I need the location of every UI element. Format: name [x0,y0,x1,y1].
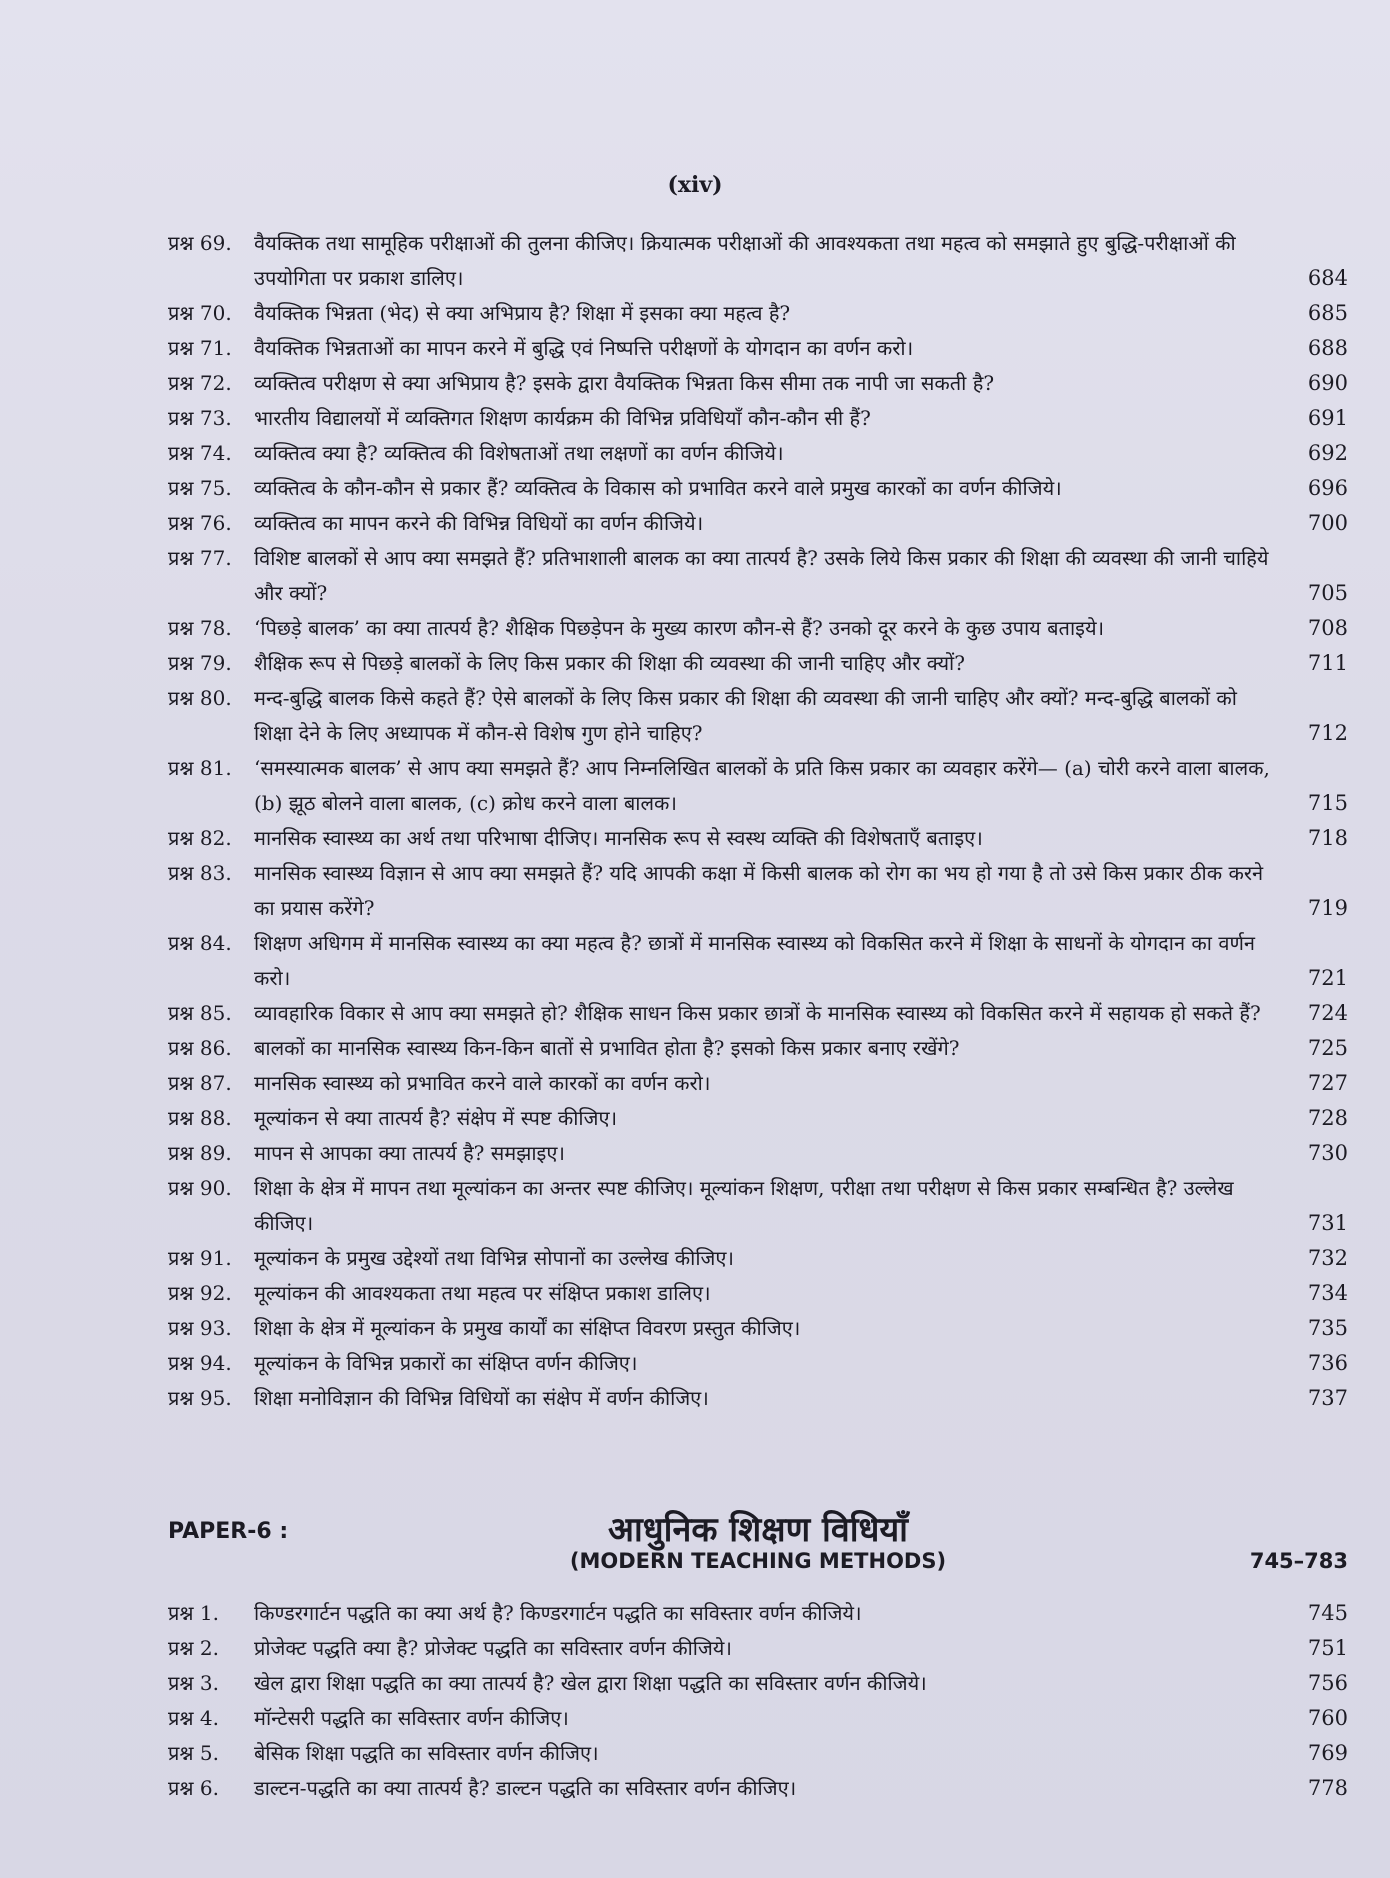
list-item [168,471,1348,506]
question-label: प्रश्न 77. [168,546,232,570]
question-label: प्रश्न 85. [168,1001,232,1025]
contents-list [168,226,1348,1416]
list-item [168,1136,1348,1171]
list-item [168,226,1348,296]
question-text: बालकों का मानसिक स्वास्थ्य किन-किन बातों से प्रभावित होता है? इसको किस प्रकार बनाए रखेंगे? [254,1036,960,1060]
question-label: प्रश्न 71. [168,336,232,360]
question-label: प्रश्न 1. [168,1601,219,1625]
question-label: प्रश्न 5. [168,1741,219,1765]
page-ref: 719 [1307,896,1348,920]
paper-subtitle: (MODERN TEACHING METHODS) [569,1549,947,1573]
question-text: विशिष्ट बालकों से आप क्या समझते हैं? प्रतिभाशाली बालक का क्या तात्पर्य है? उसके लिये किस प्रकार की शिक्षा की व्यवस्था की जानी चाहिये और क्यों? [254,546,1269,605]
page-ref: 715 [1307,791,1348,815]
question-text: शिक्षा के क्षेत्र में मापन तथा मूल्यांकन का अन्तर स्पष्ट कीजिए। मूल्यांकन शिक्षण, परीक्षा तथा परीक्षण से किस प्रकार सम्बन्धित है? उल्लेख कीजिए। [254,1176,1234,1235]
page-ref: 705 [1307,581,1348,605]
list-item [168,401,1348,436]
question-text: मानसिक स्वास्थ्य का अर्थ तथा परिभाषा दीजिए। मानसिक रूप से स्वस्थ व्यक्ति की विशेषताएँ बताइए। [254,826,983,850]
question-label: प्रश्न 94. [168,1351,232,1375]
page-ref: 712 [1307,721,1348,745]
paper-contents-list [168,1596,1348,1806]
page-ref: 688 [1307,336,1348,360]
question-label: प्रश्न 91. [168,1246,232,1270]
question-label: प्रश्न 2. [168,1636,219,1660]
question-text: किण्डरगार्टन पद्धति का क्या अर्थ है? किण्डरगार्टन पद्धति का सविस्तार वर्णन कीजिये। [254,1601,862,1625]
page-ref: 725 [1307,1036,1348,1060]
list-item [168,1701,1348,1736]
list-item [168,1771,1348,1806]
question-label: प्रश्न 88. [168,1106,232,1130]
question-text: मूल्यांकन के प्रमुख उद्देश्यों तथा विभिन्न सोपानों का उल्लेख कीजिए। [254,1246,734,1270]
question-text: बेसिक शिक्षा पद्धति का सविस्तार वर्णन कीजिए। [254,1741,599,1765]
page-ref: 718 [1307,826,1348,850]
question-label: प्रश्न 75. [168,476,232,500]
page-ref: 692 [1307,441,1348,465]
question-text: मापन से आपका क्या तात्पर्य है? समझाइए। [254,1141,566,1165]
question-label: प्रश्न 89. [168,1141,232,1165]
page-ref: 721 [1307,966,1348,990]
question-label: प्रश्न 83. [168,861,232,885]
question-text: मानसिक स्वास्थ्य को प्रभावित करने वाले कारकों का वर्णन करो। [254,1071,711,1095]
page-ref: 737 [1307,1386,1348,1410]
paper-page-range: 745–783 [1249,1549,1348,1573]
list-item [168,751,1348,821]
question-label: प्रश्न 73. [168,406,232,430]
question-text: वैयक्तिक तथा सामूहिक परीक्षाओं की तुलना कीजिए। क्रियात्मक परीक्षाओं की आवश्यकता तथा महत्व को समझाते हुए बुद्धि-परीक्षाओं की उपयोगिता पर प्रकाश डालिए। [254,231,1236,290]
page-ref: 734 [1307,1281,1348,1305]
list-item [168,366,1348,401]
page-ref: 724 [1307,1001,1348,1025]
page-ref: 685 [1307,301,1348,325]
page-ref: 700 [1307,511,1348,535]
list-item [168,1066,1348,1101]
page-ref: 691 [1307,406,1348,430]
page-ref: 684 [1307,266,1348,290]
question-label: प्रश्न 4. [168,1706,219,1730]
page-ref: 756 [1307,1671,1348,1695]
page-ref: 778 [1307,1776,1348,1800]
question-text: वैयक्तिक भिन्नता (भेद) से क्या अभिप्राय है? शिक्षा में इसका क्या महत्व है? [254,301,791,325]
question-text: व्यक्तित्व क्या है? व्यक्तित्व की विशेषताओं तथा लक्षणों का वर्णन कीजिये। [254,441,784,465]
page-ref: 690 [1307,371,1348,395]
list-item [168,646,1348,681]
question-label: प्रश्न 86. [168,1036,232,1060]
question-label: प्रश्न 79. [168,651,232,675]
list-item [168,1241,1348,1276]
question-text: व्यक्तित्व परीक्षण से क्या अभिप्राय है? इसके द्वारा वैयक्तिक भिन्नता किस सीमा तक नापी जा सकती है? [254,371,995,395]
page-ref: 769 [1307,1741,1348,1765]
page-ref: 708 [1307,616,1348,640]
list-item [168,1666,1348,1701]
question-text: ‘समस्यात्मक बालक’ से आप क्या समझते हैं? आप निम्नलिखित बालकों के प्रति किस प्रकार का व्यवहार करेंगे— (a) चोरी करने वाला बालक, (b) झूठ बोलने वाला बालक, (c) क्रोध करने वाला बालक। [254,756,1270,815]
paper-label: PAPER-6 : [168,1519,289,1544]
page-ref: 711 [1307,651,1348,675]
question-label: प्रश्न 6. [168,1776,219,1800]
list-item [168,1031,1348,1066]
question-text: वैयक्तिक भिन्नताओं का मापन करने में बुद्धि एवं निष्पत्ति परीक्षणों के योगदान का वर्णन करो। [254,336,914,360]
list-item [168,541,1348,611]
list-item [168,1171,1348,1241]
question-label: प्रश्न 93. [168,1316,232,1340]
list-item [168,1596,1348,1631]
list-item [168,1346,1348,1381]
question-text: प्रोजेक्ट पद्धति क्या है? प्रोजेक्ट पद्धति का सविस्तार वर्णन कीजिये। [254,1636,732,1660]
question-label: प्रश्न 82. [168,826,232,850]
list-item [168,436,1348,471]
list-item [168,1311,1348,1346]
page-number: (xiv) [667,172,723,198]
question-label: प्रश्न 74. [168,441,232,465]
question-text: व्यक्तित्व का मापन करने की विभिन्न विधियों का वर्णन कीजिये। [254,511,704,535]
page-ref: 727 [1307,1071,1348,1095]
question-label: प्रश्न 84. [168,931,232,955]
question-text: शिक्षण अधिगम में मानसिक स्वास्थ्य का क्या महत्व है? छात्रों में मानसिक स्वास्थ्य को विकसित करने में शिक्षा के साधनों के योगदान का वर्णन करो। [254,931,1256,990]
question-text: व्यावहारिक विकार से आप क्या समझते हो? शैक्षिक साधन किस प्रकार छात्रों के मानसिक स्वास्थ्य को विकसित करने में सहायक हो सकते हैं? [254,1001,1261,1025]
question-label: प्रश्न 78. [168,616,232,640]
page-ref: 732 [1307,1246,1348,1270]
page-ref: 735 [1307,1316,1348,1340]
list-item [168,331,1348,366]
question-text: मूल्यांकन की आवश्यकता तथा महत्व पर संक्षिप्त प्रकाश डालिए। [254,1281,711,1305]
page-ref: 745 [1307,1601,1348,1625]
list-item [168,681,1348,751]
paper-section-heading [168,1505,1348,1585]
question-label: प्रश्न 70. [168,301,232,325]
question-label: प्रश्न 90. [168,1176,232,1200]
question-text: भारतीय विद्यालयों में व्यक्तिगत शिक्षण कार्यक्रम की विभिन्न प्रविधियाँ कौन-कौन सी हैं? [254,406,871,430]
question-text: मॉन्टेसरी पद्धति का सविस्तार वर्णन कीजिए। [254,1706,569,1730]
question-text: शैक्षिक रूप से पिछड़े बालकों के लिए किस प्रकार की शिक्षा की व्यवस्था की जानी चाहिए और क्यों? [254,651,965,675]
list-item [168,996,1348,1031]
list-item [168,611,1348,646]
question-text: शिक्षा मनोविज्ञान की विभिन्न विधियों का संक्षेप में वर्णन कीजिए। [254,1386,709,1410]
question-text: मानसिक स्वास्थ्य विज्ञान से आप क्या समझते हैं? यदि आपकी कक्षा में किसी बालक को रोग का भय हो गया है तो उसे किस प्रकार ठीक करने का प्रयास करेंगे? [254,861,1264,920]
list-item [168,856,1348,926]
question-text: डाल्टन-पद्धति का क्या तात्पर्य है? डाल्टन पद्धति का सविस्तार वर्णन कीजिए। [254,1776,797,1800]
question-label: प्रश्न 72. [168,371,232,395]
question-text: खेल द्वारा शिक्षा पद्धति का क्या तात्पर्य है? खेल द्वारा शिक्षा पद्धति का सविस्तार वर्णन कीजिये। [254,1671,927,1695]
question-label: प्रश्न 87. [168,1071,232,1095]
list-item [168,1631,1348,1666]
question-text: व्यक्तित्व के कौन-कौन से प्रकार हैं? व्यक्तित्व के विकास को प्रभावित करने वाले प्रमुख कारकों का वर्णन कीजिये। [254,476,1062,500]
question-text: मन्द-बुद्धि बालक किसे कहते हैं? ऐसे बालकों के लिए किस प्रकार की शिक्षा की व्यवस्था की जानी चाहिए और क्यों? मन्द-बुद्धि बालकों को शिक्षा देने के लिए अध्यापक में कौन-से विशेष गुण होने चाहिए? [254,686,1237,745]
list-item [168,1381,1348,1416]
page-ref: 736 [1307,1351,1348,1375]
question-text: मूल्यांकन से क्या तात्पर्य है? संक्षेप में स्पष्ट कीजिए। [254,1106,618,1130]
list-item [168,926,1348,996]
question-label: प्रश्न 3. [168,1671,219,1695]
page-ref: 696 [1307,476,1348,500]
question-text: शिक्षा के क्षेत्र में मूल्यांकन के प्रमुख कार्यों का संक्षिप्त विवरण प्रस्तुत कीजिए। [254,1316,801,1340]
page-ref: 751 [1307,1636,1348,1660]
list-item [168,821,1348,856]
page-ref: 731 [1307,1211,1348,1235]
question-label: प्रश्न 69. [168,231,232,255]
list-item [168,1101,1348,1136]
question-label: प्रश्न 95. [168,1386,232,1410]
page-ref: 760 [1307,1706,1348,1730]
list-item [168,296,1348,331]
question-text: ‘पिछड़े बालक’ का क्या तात्पर्य है? शैक्षिक पिछड़ेपन के मुख्य कारण कौन-से हैं? उनको दूर करने के कुछ उपाय बताइये। [254,616,1105,640]
question-label: प्रश्न 80. [168,686,232,710]
list-item [168,506,1348,541]
paper-title: आधुनिक शिक्षण विधियाँ [608,1510,908,1550]
question-label: प्रश्न 92. [168,1281,232,1305]
page-ref: 730 [1307,1141,1348,1165]
page-ref: 728 [1307,1106,1348,1130]
question-text: मूल्यांकन के विभिन्न प्रकारों का संक्षिप्त वर्णन कीजिए। [254,1351,638,1375]
question-label: प्रश्न 76. [168,511,232,535]
list-item [168,1276,1348,1311]
question-label: प्रश्न 81. [168,756,232,780]
list-item [168,1736,1348,1771]
